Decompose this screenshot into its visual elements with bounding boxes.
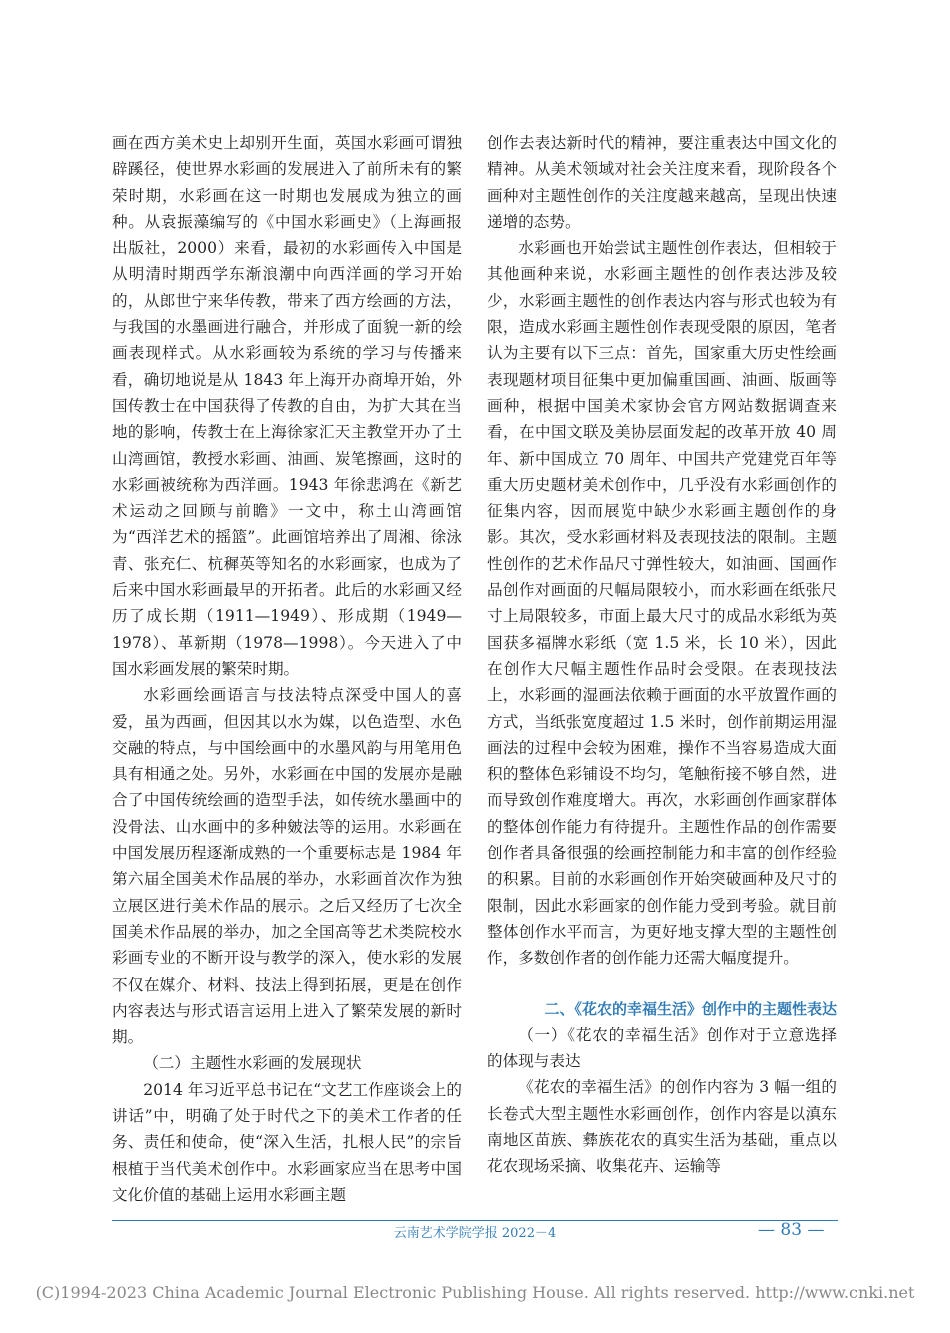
- body-paragraph: 水彩画也开始尝试主题性创作表达，但相较于其他画种来说，水彩画主题性的创作表达涉及较少，水彩画主题性的创作表达内容与形式也较为有限，造成水彩画主题性创作表现受限的原因，笔者认为主要有以下三点：首先，国家重大历史性绘画表现题材项目征集中更加偏重国画、油画、版画等画种，根据中国美术家协会官方网站数据调查来看，在中国文联及美协层面发起的改革开放 40 周年、新中国成立 70 周年、中国共产党建党百年等重大历史题材美术创作中，几乎没有水彩画创作的征集内容，因而展览中缺少水彩画主题创作的身影。其次，受水彩画材料及表现技法的限制。主题性创作的艺术作品尺寸弹性较大，如油画、国画作品创作对画面的尺幅局限较小，而水彩画在纸张尺寸上局限较多，市面上最大尺寸的成品水彩纸为英国获多福牌水彩纸（宽 1.5 米，长 10 米），因此在创作大尺幅主题性作品时会受限。在表现技法上，水彩画的湿画法依赖于画面的水平放置作画的方式，当纸张宽度超过 1.5 米时，创作前期运用湿画法的过程中会较为困难，操作不当容易造成大面积的整体色彩铺设不均匀，笔触衔接不够自然，进而导致创作难度增大。再次，水彩画创作画家群体的整体创作能力有待提升。主题性作品的创作需要创作者具备很强的绘画控制能力和丰富的创作经验的积累。目前的水彩画创作开始突破画种及尺寸的限制，因此水彩画家的创作能力受到考验。就目前整体创作水平而言，为更好地支撑大型的主题性创作，多数创作者的创作能力还需大幅度提升。: [487, 239, 837, 968]
- body-paragraph: 《花农的幸福生活》的创作内容为 3 幅一组的长卷式大型主题性水彩画创作，创作内容是以滇东南地区苗族、彝族花农的真实生活为基础，重点以花农现场采摘、收集花卉、运输等: [487, 1078, 837, 1176]
- body-paragraph: 2014 年习近平总书记在“文艺工作座谈会上的讲话”中，明确了处于时代之下的美术工作者的任务、责任和使命，使“深入生活，扎根人民”的宗旨根植于当代美术创作中。水彩画家应当在思考中国文化价值的基础上运用水彩画主题: [112, 1080, 462, 1204]
- subheading: （二）主题性水彩画的发展现状: [143, 1054, 362, 1073]
- left-column: [112, 130, 462, 1208]
- footer-rule: [112, 1220, 838, 1221]
- page-number: — 83 —: [758, 1220, 825, 1240]
- right-column: [487, 130, 837, 1180]
- body-paragraph: 画在西方美术史上却别开生面，英国水彩画可谓独辟蹊径，使世界水彩画的发展进入了前所未有的繁荣时期，水彩画在这一时期也发展成为独立的画种。从袁振藻编写的《中国水彩画史》（上海画报出版社，2000）来看，最初的水彩画传入中国是从明清时期西学东渐浪潮中向西洋画的学习开始的，从郎世宁来华传教，带来了西方绘画的方法，与我国的水墨画进行融合，并形成了面貌一新的绘画表现样式。从水彩画较为系统的学习与传播来看，确切地说是从 1843 年上海开办商埠开始，外国传教士在中国获得了传教的自由，为扩大其在当地的影响，传教士在上海徐家汇天主教堂开办了土山湾画馆，教授水彩画、油画、炭笔擦画，这时的水彩画被统称为西洋画。1943 年徐悲鸿在《新艺术运动之回顾与前瞻》一文中，称土山湾画馆为“西洋艺术的摇篮”。此画馆培养出了周湘、徐泳青、张充仁、杭穉英等知名的水彩画家，也成为了后来中国水彩画最早的开拓者。此后的水彩画又经历了成长期（1911—1949）、形成期（1949—1978）、革新期（1978—1998）。今天进入了中国水彩画发展的繁荣时期。: [112, 134, 462, 678]
- body-paragraph: 创作去表达新时代的精神，要注重表达中国文化的精神。从美术领域对社会关注度来看，现阶段各个画种对主题性创作的关注度越来越高，呈现出快速递增的态势。: [487, 134, 837, 231]
- footer-journal-name: 云南艺术学院学报 2022－4: [393, 1226, 557, 1241]
- copyright-notice: (C)1994-2023 China Academic Journal Electronic Publishing House. All rights reserved. http://www.cnki.net: [35, 1283, 915, 1302]
- subheading: （一）《花农的幸福生活》创作对于立意选择的体现与表达: [487, 1025, 837, 1071]
- body-paragraph: 水彩画绘画语言与技法特点深受中国人的喜爱，虽为西画，但因其以水为媒，以色造型、水色交融的特点，与中国绘画中的水墨风韵与用笔用色具有相通之处。另外，水彩画在中国的发展亦是融合了中国传统绘画的造型手法，如传统水墨画中的没骨法、山水画中的多种皴法等的运用。水彩画在中国发展历程逐渐成熟的一个重要标志是 1984 年第六届全国美术作品展的举办，水彩画首次作为独立展区进行美术作品的展示。之后又经历了七次全国美术作品展的举办，加之全国高等艺术类院校水彩画专业的不断开设与教学的深入，使水彩的发展不仅在媒介、材料、技法上得到拓展，更是在创作内容表达与形式语言运用上进入了繁荣发展的新时期。: [112, 686, 462, 1047]
- section-heading: 二、《花农的幸福生活》创作中的主题性表达: [544, 999, 837, 1018]
